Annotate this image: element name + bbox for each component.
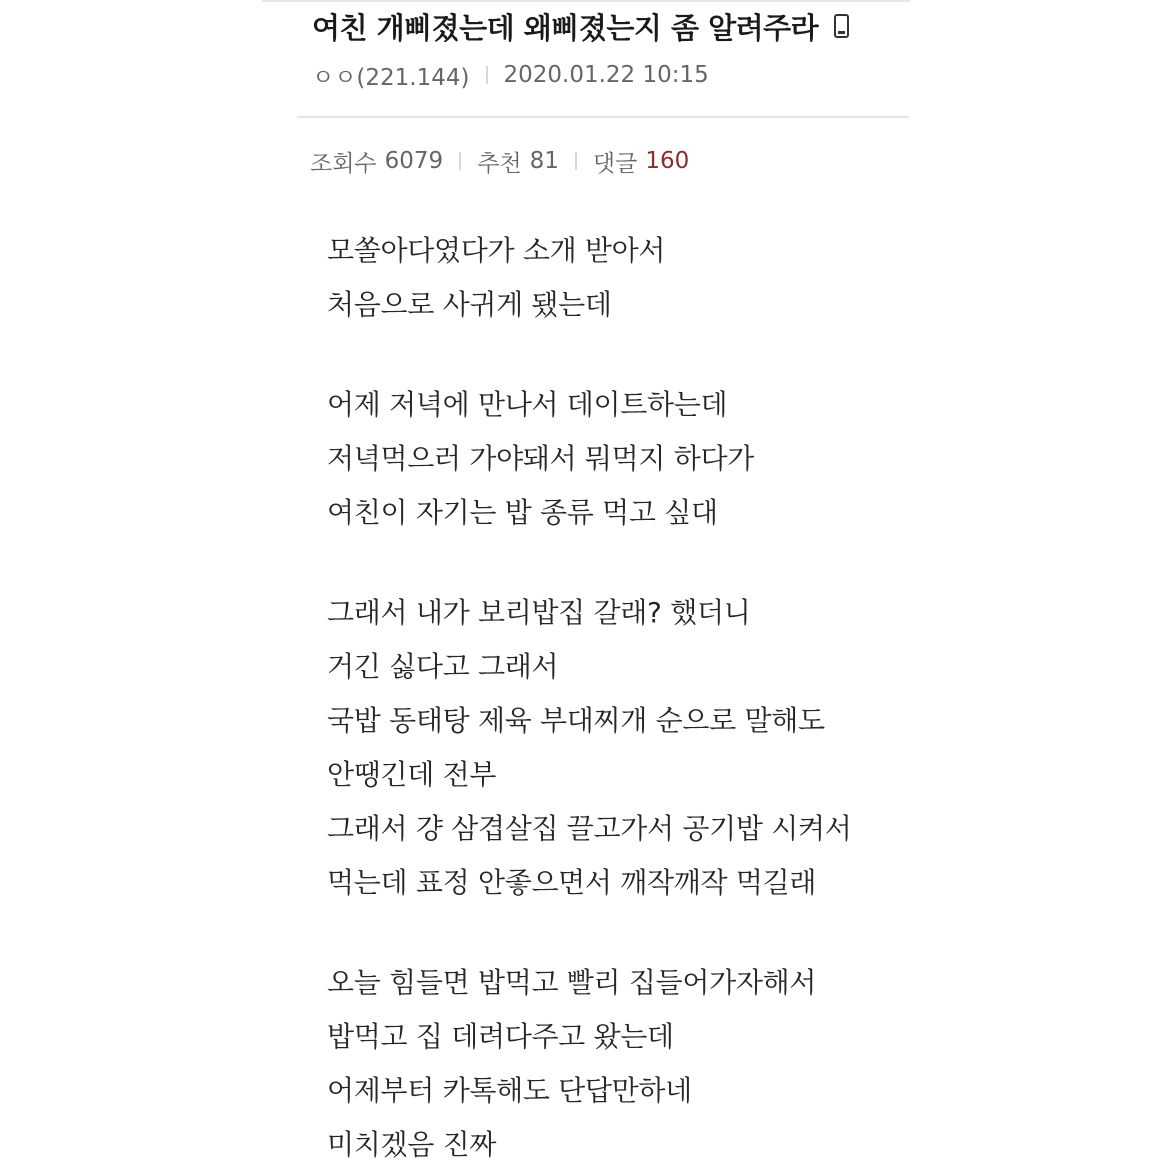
body-line: 모쏠아다였다가 소개 받아서 [327, 234, 666, 267]
views-label: 조회수 [310, 150, 377, 177]
body-line: 어제부터 카톡해도 단답만하네 [327, 1074, 692, 1107]
body-line: 오늘 힘들면 밥먹고 빨리 집들어가자해서 [327, 966, 817, 999]
body-line: 그래서 걍 삼겹살집 끌고가서 공기밥 시켜서 [327, 812, 852, 845]
comments-label[interactable]: 댓글 [592, 150, 638, 177]
body-line: 저녁먹으러 가야돼서 뭐먹지 하다가 [327, 442, 755, 475]
body-line: 처음으로 사귀게 됐는데 [327, 288, 612, 321]
body-line: 밥먹고 집 데려다주고 왔는데 [327, 1020, 674, 1053]
body-line: 거긴 싫다고 그래서 [327, 650, 559, 683]
stats-divider [575, 152, 577, 170]
post-datetime: 2020.01.22 10:15 [503, 62, 709, 88]
body-line: 어제 저녁에 만나서 데이트하는데 [327, 388, 728, 421]
recommend-count: 81 [529, 148, 559, 174]
recommend-label: 추천 [477, 150, 522, 177]
post-header [312, 2, 849, 50]
body-line: 여친이 자기는 밥 종류 먹고 싶대 [327, 496, 718, 529]
paragraph [327, 378, 927, 540]
header-divider [297, 116, 909, 118]
body-line: 그래서 내가 보리밥집 갈래? 했더니 [327, 596, 751, 629]
post-meta [312, 58, 709, 92]
body-line: 먹는데 표정 안좋으면서 깨작깨작 먹길래 [327, 866, 817, 899]
meta-divider [486, 66, 488, 84]
body-line: 안땡긴데 전부 [327, 758, 497, 791]
views-count: 6079 [384, 148, 444, 174]
post-body [327, 224, 927, 1172]
mobile-icon [834, 14, 849, 38]
paragraph [327, 586, 927, 910]
comments-count[interactable]: 160 [645, 148, 690, 174]
author-name[interactable]: ㅇㅇ(221.144) [312, 64, 470, 91]
body-line: 미치겠음 진짜 [327, 1128, 497, 1161]
paragraph [327, 956, 927, 1172]
stats-divider [459, 152, 461, 170]
post-stats [310, 144, 689, 178]
paragraph [327, 224, 927, 332]
body-line: 국밥 동태탕 제육 부대찌개 순으로 말해도 [327, 704, 825, 737]
post-title[interactable]: 여친 개삐졌는데 왜삐졌는지 좀 알려주라 [312, 10, 819, 45]
